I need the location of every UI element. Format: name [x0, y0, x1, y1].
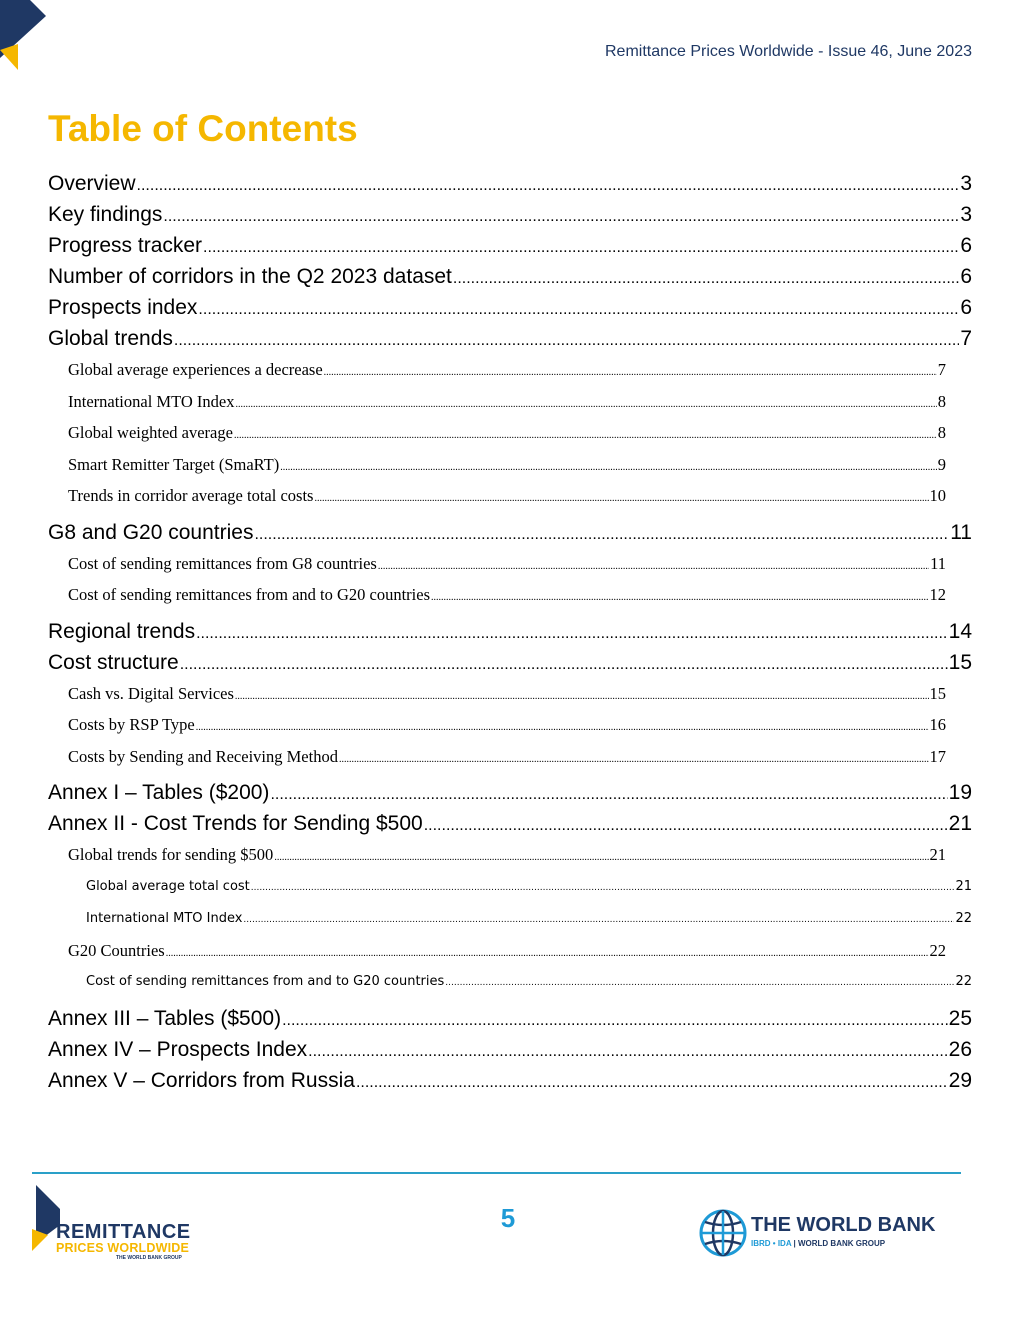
toc-dot-leader: [174, 325, 959, 354]
toc-dot-leader: [251, 872, 955, 903]
toc-entry-label: Annex III – Tables ($500): [48, 1007, 282, 1030]
toc-entry[interactable]: [68, 839, 946, 871]
toc-dot-leader: [324, 357, 937, 386]
toc-entry-page: 22: [955, 974, 972, 989]
toc-entry[interactable]: [48, 808, 972, 839]
toc-entry[interactable]: [86, 966, 972, 998]
toc-entry-page: 3: [960, 203, 972, 226]
toc-entry[interactable]: [48, 1065, 972, 1096]
toc-entry[interactable]: [68, 741, 946, 773]
toc-entry[interactable]: [48, 1034, 972, 1065]
toc-entry-label: Global weighted average: [68, 423, 233, 442]
toc-entry-page: 17: [929, 746, 946, 766]
toc-dot-leader: [235, 389, 936, 418]
toc-dot-leader: [424, 810, 948, 839]
toc-entry-page: 22: [929, 940, 946, 960]
toc-entry-label: Overview: [48, 172, 136, 195]
toc-entry-page: 22: [955, 910, 972, 926]
toc-entry[interactable]: [48, 168, 972, 199]
toc-entry[interactable]: [68, 935, 946, 967]
world-bank-group-label: | WORLD BANK GROUP: [791, 1239, 886, 1248]
toc-dot-leader: [314, 483, 928, 512]
toc-dot-leader: [280, 452, 937, 481]
toc-entry-page: 7: [960, 327, 972, 350]
toc-entry-page: 25: [948, 1007, 972, 1030]
toc-entry-page: 11: [930, 553, 946, 573]
toc-dot-leader: [445, 967, 954, 998]
toc-entry-label: Annex V – Corridors from Russia: [48, 1069, 355, 1092]
toc-entry-page: 15: [929, 683, 946, 703]
toc-dot-leader: [378, 551, 929, 580]
toc-entry-label: Annex IV – Prospects Index: [48, 1038, 308, 1061]
toc-entry-page: 8: [937, 391, 946, 411]
toc-entry-page: 6: [960, 234, 972, 257]
page-number: 5: [500, 1203, 516, 1233]
toc-entry-page: 19: [948, 781, 972, 804]
toc-entry-page: 3: [960, 172, 972, 195]
toc-dot-leader: [356, 1067, 948, 1096]
toc-entry-label: Trends in corridor average total costs: [68, 486, 314, 505]
toc-entry-label: Cost of sending remittances from and to G20 countries: [86, 974, 445, 989]
toc-entry[interactable]: [48, 261, 972, 292]
running-header: Remittance Prices Worldwide - Issue 46, June 2023: [605, 43, 972, 60]
toc-entry-page: 16: [929, 715, 946, 734]
remittance-prices-logo: [30, 1185, 200, 1265]
toc-entry-label: G20 Countries: [68, 940, 165, 960]
toc-entry-label: Global trends for sending $500: [68, 845, 274, 864]
toc-entry[interactable]: [68, 709, 946, 741]
toc-entry-page: 7: [937, 360, 946, 379]
toc-dot-leader: [270, 779, 947, 808]
toc-entry-label: International MTO Index: [86, 910, 243, 926]
toc-dot-leader: [137, 170, 960, 199]
toc-entry[interactable]: [68, 417, 946, 449]
toc-entry-label: Annex II - Cost Trends for Sending $500: [48, 812, 423, 835]
toc-dot-leader: [431, 582, 928, 611]
toc-entry[interactable]: [48, 647, 972, 678]
ida-label: IDA: [777, 1239, 792, 1248]
toc-dot-leader: [163, 201, 959, 230]
toc-entry-page: 10: [929, 486, 946, 505]
toc-entry-label: Costs by RSP Type: [68, 715, 195, 734]
toc-dot-leader: [196, 618, 948, 647]
toc-entry[interactable]: [48, 777, 972, 808]
toc-entry-label: Cash vs. Digital Services: [68, 683, 234, 703]
toc-dot-leader: [243, 904, 954, 935]
toc-dot-leader: [339, 744, 929, 773]
toc-dot-leader: [453, 263, 959, 292]
toc-entry-page: 6: [960, 296, 972, 319]
toc-entry[interactable]: [68, 678, 946, 710]
toc-entry-label: Cost structure: [48, 650, 179, 674]
toc-entry[interactable]: [68, 579, 946, 611]
toc-dot-leader: [274, 842, 928, 871]
toc-dot-leader: [235, 681, 929, 710]
toc-entry[interactable]: [68, 354, 946, 386]
ibrd-label: IBRD: [751, 1239, 771, 1248]
table-of-contents: [48, 168, 972, 1096]
toc-dot-leader: [166, 938, 929, 967]
toc-entry[interactable]: [48, 517, 972, 548]
toc-entry[interactable]: [48, 292, 972, 323]
toc-entry-page: 9: [937, 454, 946, 474]
toc-entry[interactable]: [48, 323, 972, 354]
toc-entry[interactable]: [68, 548, 946, 580]
toc-entry-label: Global trends: [48, 327, 173, 350]
globe-icon: [698, 1208, 748, 1258]
toc-entry[interactable]: [68, 449, 946, 481]
toc-entry-label: Regional trends: [48, 619, 196, 643]
toc-entry-label: Global average experiences a decrease: [68, 360, 323, 379]
toc-entry-label: Global average total cost: [86, 878, 250, 894]
toc-entry[interactable]: [68, 480, 946, 512]
toc-entry-page: 12: [929, 585, 946, 604]
logo-text-prices-worldwide: PRICES WORLDWIDE: [56, 1241, 190, 1255]
toc-entry-page: 15: [948, 650, 972, 674]
toc-entry-label: Number of corridors in the Q2 2023 dataset: [48, 265, 452, 288]
toc-dot-leader: [203, 232, 959, 261]
toc-entry-page: 21: [955, 878, 972, 894]
logo-separator: •: [770, 1239, 778, 1248]
toc-entry[interactable]: [48, 1003, 972, 1034]
world-bank-name: THE WORLD BANK: [751, 1214, 936, 1236]
toc-entry[interactable]: [86, 871, 972, 903]
toc-dot-leader: [308, 1036, 947, 1065]
logo-text-remittance: REMITTANCE: [56, 1221, 191, 1243]
toc-entry-label: Costs by Sending and Receiving Method: [68, 746, 338, 766]
toc-entry-label: Cost of sending remittances from G8 countries: [68, 553, 377, 573]
toc-entry-page: 14: [948, 619, 972, 643]
toc-entry-page: 21: [929, 845, 946, 864]
toc-dot-leader: [282, 1005, 948, 1034]
toc-entry-label: Progress tracker: [48, 234, 203, 257]
toc-entry-page: 8: [937, 423, 946, 442]
toc-entry-page: 29: [948, 1069, 972, 1092]
toc-entry-label: Smart Remitter Target (SmaRT): [68, 454, 280, 474]
footer-divider: [32, 1172, 961, 1174]
toc-entry-label: Key findings: [48, 203, 163, 226]
toc-entry-label: Annex I – Tables ($200): [48, 781, 270, 804]
world-bank-logo: [698, 1208, 948, 1258]
toc-dot-leader: [254, 519, 949, 548]
toc-entry-label: Prospects index: [48, 296, 198, 319]
world-bank-subtitle: [751, 1239, 885, 1248]
toc-entry-label: International MTO Index: [68, 391, 235, 411]
toc-entry-page: 6: [960, 265, 972, 288]
toc-entry[interactable]: [48, 616, 972, 647]
toc-entry[interactable]: [86, 903, 972, 935]
toc-entry-page: 26: [948, 1038, 972, 1061]
toc-dot-leader: [198, 294, 959, 323]
corner-ornament: [0, 0, 60, 80]
toc-dot-leader: [180, 649, 948, 678]
toc-dot-leader: [196, 712, 929, 741]
toc-entry-page: 11: [950, 520, 972, 544]
toc-entry-label: G8 and G20 countries: [48, 520, 254, 544]
toc-entry-page: 21: [948, 812, 972, 835]
toc-dot-leader: [234, 420, 937, 449]
toc-entry[interactable]: [68, 386, 946, 418]
page-title: Table of Contents: [48, 108, 358, 149]
logo-text-world-bank-group: THE WORLD BANK GROUP: [116, 1255, 182, 1261]
toc-entry[interactable]: [48, 230, 972, 261]
toc-entry[interactable]: [48, 199, 972, 230]
toc-entry-label: Cost of sending remittances from and to G20 countries: [68, 585, 431, 604]
